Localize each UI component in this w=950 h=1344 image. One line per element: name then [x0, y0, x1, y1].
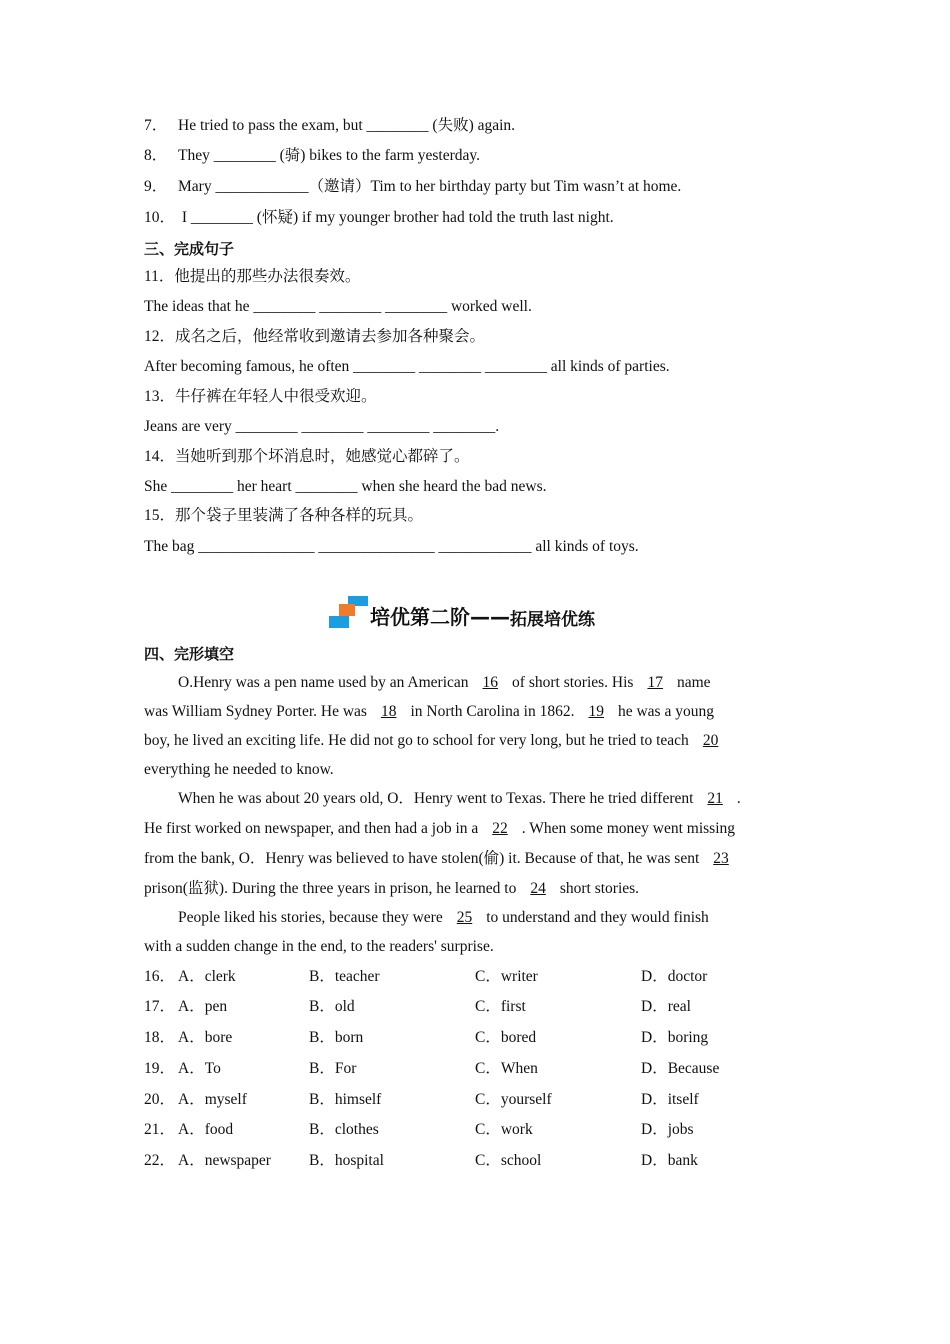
option-b: B．old: [309, 998, 355, 1015]
passage-line: [144, 819, 735, 839]
option-c: C．school: [475, 1152, 542, 1169]
passage-text: was William Sydney Porter. He was: [144, 703, 367, 720]
banner-subtitle: 拓展培优练: [510, 610, 595, 630]
option-question-number: 21．: [144, 1121, 176, 1138]
question-15-chinese: 15．那个袋子里装满了各种各样的玩具。: [144, 507, 424, 524]
option-a: A．newspaper: [178, 1152, 271, 1169]
option-a: A．bore: [178, 1029, 233, 1046]
passage-line: [144, 731, 732, 751]
passage-text: People liked his stories, because they were: [178, 909, 443, 926]
option-a: A．To: [178, 1060, 221, 1077]
option-b: B．For: [309, 1060, 357, 1077]
question-number: 7．: [144, 117, 168, 134]
option-question-number: 19．: [144, 1060, 176, 1077]
section-4-heading: 四、完形填空: [144, 645, 235, 663]
option-d: D．bank: [641, 1152, 698, 1169]
blank-17: 17: [647, 674, 663, 691]
passage-text: in North Carolina in 1862.: [410, 703, 575, 720]
passage-line: [144, 849, 743, 869]
passage-text: he was a young: [617, 703, 714, 720]
passage-text: He first worked on newspaper, and then had a job in a: [144, 820, 479, 837]
passage-line: [144, 702, 714, 722]
option-d: D．boring: [641, 1029, 709, 1046]
question-number: 8．: [144, 147, 168, 164]
option-b: B．clothes: [309, 1121, 379, 1138]
option-d: D．itself: [641, 1091, 699, 1108]
blank-21: 21: [707, 790, 723, 807]
question-15-english: The bag _______________ _______________ ____________ all kinds of toys.: [144, 538, 639, 555]
question-text: He tried to pass the exam, but ________ (失败) again.: [178, 117, 516, 134]
passage-text: O.Henry was a pen name used by an American: [178, 674, 469, 691]
option-c: C．writer: [475, 968, 538, 985]
banner-logo-icon: [328, 596, 370, 630]
blank-25: 25: [456, 909, 473, 926]
option-c: C．When: [475, 1060, 538, 1077]
question-13-english: Jeans are very ________ ________ ________ ________.: [144, 418, 500, 435]
option-d: D．real: [641, 998, 691, 1015]
option-question-number: 16．: [144, 968, 176, 985]
passage-text: prison(监狱). During the three years in prison, he learned to: [144, 880, 517, 897]
passage-text: When he was about 20 years old, O．Henry went to Texas. There he tried different: [178, 790, 694, 807]
question-14-chinese: 14．当她听到那个坏消息时，她感觉心都碎了。: [144, 448, 470, 465]
question-number: 9．: [144, 178, 168, 195]
passage-text: . When some money went missing: [521, 820, 735, 837]
option-question-number: 20．: [144, 1091, 176, 1108]
option-a: A．myself: [178, 1091, 247, 1108]
question-11-english: The ideas that he ________ ________ ________ worked well.: [144, 298, 532, 315]
option-b: B．himself: [309, 1091, 382, 1108]
blank-22: 22: [492, 820, 508, 837]
passage-text: name: [676, 674, 711, 691]
passage-text: of short stories. His: [512, 674, 634, 691]
option-d: D．Because: [641, 1060, 720, 1077]
option-d: D．jobs: [641, 1121, 694, 1138]
option-b: B．hospital: [309, 1152, 384, 1169]
passage-line: with a sudden change in the end, to the readers' surprise.: [144, 938, 494, 955]
blank-24: 24: [530, 880, 546, 897]
option-a: A．food: [178, 1121, 234, 1138]
passage-text: .: [736, 790, 741, 807]
section-banner: [328, 594, 595, 630]
option-question-number: 17．: [144, 998, 176, 1015]
blank-20: 20: [702, 732, 719, 749]
option-c: C．bored: [475, 1029, 537, 1046]
question-8: [144, 146, 480, 166]
passage-text: short stories.: [559, 880, 640, 897]
blank-16: 16: [482, 674, 499, 691]
passage-line: [178, 908, 709, 928]
question-11-chinese: 11．他提出的那些办法很奏效。: [144, 268, 361, 285]
option-a: A．pen: [178, 998, 228, 1015]
option-b: B．born: [309, 1029, 364, 1046]
question-10: [144, 208, 614, 228]
passage-line: [178, 789, 741, 809]
question-13-chinese: 13．牛仔裤在年轻人中很受欢迎。: [144, 388, 377, 405]
option-c: C．work: [475, 1121, 533, 1138]
blank-18: 18: [380, 703, 397, 720]
passage-line: [178, 673, 711, 693]
passage-line: [144, 879, 639, 899]
question-text: I ________ (怀疑) if my younger brother had told the truth last night.: [178, 209, 614, 226]
blank-19: 19: [588, 703, 604, 720]
option-c: C．first: [475, 998, 526, 1015]
passage-line: everything he needed to know.: [144, 761, 334, 778]
question-text: Mary ____________（邀请）Tim to her birthday party but Tim wasn’t at home.: [178, 178, 682, 195]
section-3-heading: 三、完成句子: [144, 240, 235, 258]
option-b: B．teacher: [309, 968, 380, 985]
question-12-chinese: 12．成名之后，他经常收到邀请去参加各种聚会。: [144, 328, 486, 345]
option-a: A．clerk: [178, 968, 236, 985]
question-number: 10．: [144, 209, 176, 226]
option-c: C．yourself: [475, 1091, 552, 1108]
question-9: [144, 177, 681, 197]
banner-title: 培优第二阶——: [370, 605, 510, 629]
blank-23: 23: [713, 850, 729, 867]
question-text: They ________ (骑) bikes to the farm yesterday.: [178, 147, 481, 164]
passage-text: to understand and they would finish: [486, 909, 709, 926]
question-7: [144, 116, 515, 136]
question-12-english: After becoming famous, he often ________ ________ ________ all kinds of parties.: [144, 358, 670, 375]
option-question-number: 18．: [144, 1029, 176, 1046]
passage-text: from the bank, O．Henry was believed to have stolen(偷) it. Because of that, he was sent: [144, 850, 700, 867]
option-d: D．doctor: [641, 968, 708, 985]
passage-text: boy, he lived an exciting life. He did not go to school for very long, but he tried to teach: [144, 732, 689, 749]
option-question-number: 22．: [144, 1152, 176, 1169]
question-14-english: She ________ her heart ________ when she heard the bad news.: [144, 478, 547, 495]
